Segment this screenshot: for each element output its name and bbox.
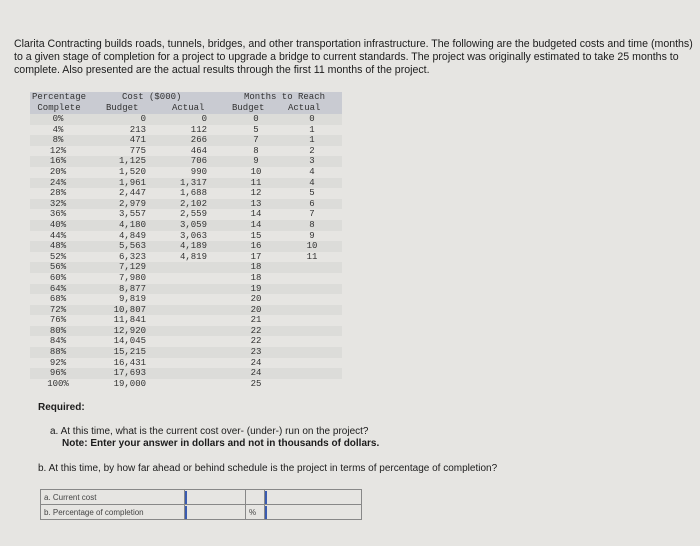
budget-months-cell: 17	[250, 251, 262, 262]
budget-cost-cell: 8,877	[118, 283, 146, 294]
table-row	[30, 114, 342, 125]
pct-cell: 28%	[49, 188, 67, 199]
actual-cost-cell: 990	[190, 166, 207, 177]
table-row	[30, 188, 342, 199]
pct-cell: 36%	[49, 209, 67, 220]
actual-cost-cell: 1,317	[179, 177, 207, 188]
table-row	[30, 284, 342, 295]
budget-cost-cell: 10,807	[113, 304, 146, 315]
actual-months-cell: 0	[309, 114, 315, 124]
question-a: a. At this time, what is the current cost over- (under-) run on the project?	[50, 426, 369, 437]
table-header	[30, 92, 342, 114]
actual-cost-cell: 464	[190, 145, 207, 156]
pct-cell: 80%	[49, 325, 67, 336]
question-a-note: Note: Enter your answer in dollars and not in thousands of dollars.	[62, 438, 380, 449]
required-heading: Required:	[38, 402, 85, 413]
actual-cost-cell: 706	[190, 156, 207, 167]
header-actual: Actual	[172, 103, 205, 113]
actual-months-cell: 1	[309, 124, 315, 135]
budget-cost-cell: 19,000	[113, 378, 146, 389]
budget-cost-cell: 7,129	[118, 262, 146, 273]
question-b: b. At this time, by how far ahead or behind schedule is the project in terms of percentage of completion?	[38, 463, 498, 474]
budget-months-cell: 14	[250, 209, 262, 220]
pct-cell: 56%	[49, 262, 67, 273]
table-row	[30, 156, 342, 167]
table-row	[30, 315, 342, 326]
actual-cost-cell: 4,819	[179, 251, 207, 262]
table-row	[30, 305, 342, 316]
table-row	[30, 167, 342, 178]
budget-months-cell: 8	[253, 145, 259, 156]
table-row	[30, 241, 342, 252]
budget-months-cell: 10	[250, 166, 262, 177]
table-row	[30, 379, 342, 390]
pct-cell: 100%	[47, 378, 69, 389]
actual-months-cell: 9	[309, 230, 315, 241]
budget-months-cell: 5	[253, 124, 259, 135]
actual-cost-cell: 4,189	[179, 241, 207, 252]
pct-cell: 92%	[49, 357, 67, 368]
pct-cell: 8%	[52, 135, 64, 146]
pct-cell: 16%	[49, 156, 67, 167]
pct-cell: 12%	[49, 145, 67, 156]
budget-cost-cell: 0	[140, 114, 146, 124]
budget-cost-cell: 4,849	[118, 230, 146, 241]
header-pct: Percentage	[31, 92, 86, 102]
budget-months-cell: 12	[250, 188, 262, 199]
table-row	[30, 273, 342, 284]
budget-cost-cell: 4,180	[118, 219, 146, 230]
budget-months-cell: 15	[250, 230, 262, 241]
budget-cost-cell: 1,125	[118, 156, 146, 167]
actual-cost-cell: 2,102	[179, 198, 207, 209]
actual-months-cell: 11	[306, 251, 318, 262]
pct-cell: 0%	[52, 114, 64, 124]
budget-months-cell: 18	[250, 262, 262, 273]
budget-cost-cell: 2,979	[118, 198, 146, 209]
actual-cost-cell: 112	[190, 124, 207, 135]
header-months-budget: Budget	[232, 103, 265, 113]
budget-cost-cell: 6,323	[118, 251, 146, 262]
table-row	[30, 209, 342, 220]
pct-cell: 20%	[49, 166, 67, 177]
budget-cost-cell: 2,447	[118, 188, 146, 199]
header-months-actual: Actual	[288, 103, 321, 113]
budget-cost-cell: 213	[129, 124, 146, 135]
budget-months-cell: 22	[250, 325, 262, 336]
actual-cost-cell: 3,063	[179, 230, 207, 241]
table-row	[30, 135, 342, 146]
budget-cost-cell: 11,841	[113, 315, 146, 326]
table-row	[30, 358, 342, 369]
percent-unit: %	[246, 505, 265, 520]
budget-cost-cell: 9,819	[118, 294, 146, 305]
actual-months-cell: 5	[309, 188, 315, 199]
budget-cost-cell: 471	[129, 135, 146, 146]
table-row	[30, 368, 342, 379]
pct-cell: 76%	[49, 315, 67, 326]
budget-months-cell: 7	[253, 135, 259, 146]
data-table	[30, 92, 342, 389]
budget-cost-cell: 12,920	[113, 325, 146, 336]
pct-cell: 64%	[49, 283, 67, 294]
budget-months-cell: 23	[250, 347, 262, 358]
actual-cost-cell: 2,559	[179, 209, 207, 220]
budget-cost-cell: 775	[129, 145, 146, 156]
pct-cell: 32%	[49, 198, 67, 209]
budget-cost-cell: 3,557	[118, 209, 146, 220]
budget-cost-cell: 15,215	[113, 347, 146, 358]
pct-cell: 84%	[49, 336, 67, 347]
pct-cell: 48%	[49, 241, 67, 252]
actual-months-cell: 4	[309, 166, 315, 177]
pct-cell: 44%	[49, 230, 67, 241]
answer-label-a: a. Current cost	[41, 490, 185, 505]
actual-months-cell: 10	[306, 241, 318, 252]
budget-months-cell: 16	[250, 241, 262, 252]
table-row	[30, 347, 342, 358]
actual-months-cell: 3	[309, 156, 315, 167]
table-row	[30, 125, 342, 136]
table-row	[30, 252, 342, 263]
pct-cell: 24%	[49, 177, 67, 188]
budget-months-cell: 24	[250, 357, 262, 368]
budget-cost-cell: 16,431	[113, 357, 146, 368]
table-row	[30, 231, 342, 242]
current-cost-input[interactable]	[185, 491, 245, 504]
answer-table	[40, 489, 362, 520]
actual-cost-cell: 266	[190, 135, 207, 146]
budget-months-cell: 22	[250, 336, 262, 347]
budget-cost-cell: 1,520	[118, 166, 146, 177]
pct-cell: 96%	[49, 368, 67, 379]
budget-months-cell: 24	[250, 368, 262, 379]
table-row	[30, 326, 342, 337]
table-row	[30, 294, 342, 305]
pct-cell: 4%	[52, 124, 64, 135]
header-months: Months to Reach	[244, 92, 326, 102]
budget-months-cell: 14	[250, 219, 262, 230]
actual-cost-cell: 1,688	[179, 188, 207, 199]
pct-cell: 72%	[49, 304, 67, 315]
budget-months-cell: 20	[250, 294, 262, 305]
actual-cost-cell: 3,059	[179, 219, 207, 230]
ahead-behind-select[interactable]	[265, 506, 361, 519]
answer-row-a	[41, 490, 362, 505]
table-row	[30, 262, 342, 273]
budget-months-cell: 20	[250, 304, 262, 315]
budget-months-cell: 13	[250, 198, 262, 209]
budget-months-cell: 11	[250, 177, 262, 188]
actual-months-cell: 1	[309, 135, 315, 146]
budget-cost-cell: 1,961	[118, 177, 146, 188]
percentage-completion-input[interactable]	[185, 506, 245, 519]
budget-cost-cell: 5,563	[118, 241, 146, 252]
pct-cell: 60%	[49, 272, 67, 283]
table-row	[30, 146, 342, 157]
answer-label-b: b. Percentage of completion	[41, 505, 185, 520]
actual-cost-cell: 0	[201, 114, 207, 124]
budget-cost-cell: 7,980	[118, 272, 146, 283]
table-row	[30, 336, 342, 347]
problem-intro: Clarita Contracting builds roads, tunnels, bridges, and other transportation infrastructure. The following are the budgeted costs and time (months) to a given stage of completion for a project to upgrade a bridge to current standards. The project was originally estimated to take 25 months to complete. Also presented are the actual results through the first 11 months of the project.	[14, 38, 693, 76]
current-cost-overrun-select[interactable]	[265, 491, 361, 504]
budget-months-cell: 25	[250, 378, 262, 389]
actual-months-cell: 4	[309, 177, 315, 188]
table-row	[30, 199, 342, 210]
budget-months-cell: 0	[253, 114, 259, 124]
header-pct-2: Complete	[37, 103, 81, 113]
pct-cell: 40%	[49, 219, 67, 230]
budget-months-cell: 18	[250, 272, 262, 283]
budget-months-cell: 21	[250, 315, 262, 326]
budget-cost-cell: 17,693	[113, 368, 146, 379]
pct-cell: 68%	[49, 294, 67, 305]
budget-months-cell: 9	[253, 156, 259, 167]
header-cost: Cost ($000)	[122, 92, 182, 102]
actual-months-cell: 7	[309, 209, 315, 220]
actual-months-cell: 6	[309, 198, 315, 209]
table-row	[30, 220, 342, 231]
header-budget: Budget	[106, 103, 139, 113]
pct-cell: 88%	[49, 347, 67, 358]
actual-months-cell: 2	[309, 145, 315, 156]
pct-cell: 52%	[49, 251, 67, 262]
answer-row-b	[41, 505, 362, 520]
actual-months-cell: 8	[309, 219, 315, 230]
budget-cost-cell: 14,045	[113, 336, 146, 347]
table-row	[30, 178, 342, 189]
budget-months-cell: 19	[250, 283, 262, 294]
